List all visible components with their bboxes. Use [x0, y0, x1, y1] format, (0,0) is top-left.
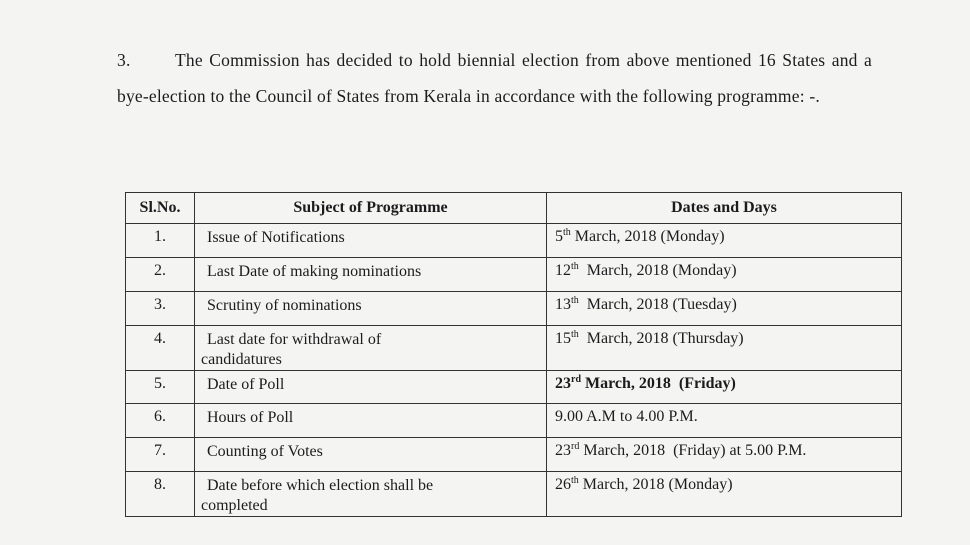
paragraph-number: 3. — [117, 50, 131, 70]
header-subject: Subject of Programme — [195, 193, 547, 224]
date-ordinal-suffix: th — [571, 475, 579, 486]
header-sl-no: Sl.No. — [126, 193, 195, 224]
date-day: 15 — [555, 330, 571, 347]
election-programme-table — [125, 192, 902, 517]
row-subject — [195, 404, 547, 438]
subject-text: Last date for withdrawal of — [207, 331, 382, 348]
paragraph-text: The Commission has decided to hold biennial election from above mentioned 16 States and a bye-election to the Council of States from Kerala in accordance with the following programme: -. — [117, 50, 872, 106]
table-header-row — [126, 193, 902, 224]
row-number: 3. — [126, 292, 195, 326]
date-day: 23 — [555, 442, 571, 459]
row-date — [547, 326, 902, 371]
row-subject — [195, 326, 547, 371]
programme-paragraph — [117, 42, 872, 114]
table-row — [126, 472, 902, 517]
date-day: 12 — [555, 262, 571, 279]
row-date — [547, 438, 902, 472]
table-row — [126, 404, 902, 438]
date-rest: March, 2018 (Monday) — [578, 476, 733, 493]
row-number: 7. — [126, 438, 195, 472]
date-rest: March, 2018 (Friday) — [581, 375, 736, 392]
row-subject — [195, 438, 547, 472]
table-row — [126, 258, 902, 292]
date-ordinal-suffix: rd — [571, 441, 580, 452]
subject-text: Hours of Poll — [207, 409, 294, 426]
date-ordinal-suffix: rd — [571, 374, 581, 385]
subject-text: Scrutiny of nominations — [207, 297, 362, 314]
row-date — [547, 472, 902, 517]
row-subject — [195, 292, 547, 326]
date-rest: March, 2018 (Tuesday) — [578, 296, 737, 313]
date-rest: March, 2018 (Monday) — [570, 228, 725, 245]
table-row — [126, 326, 902, 371]
row-date — [547, 258, 902, 292]
row-subject — [195, 472, 547, 517]
date-day: 9.00 A.M to 4.00 P.M. — [555, 408, 698, 425]
subject-text: Date of Poll — [207, 376, 285, 393]
row-number: 6. — [126, 404, 195, 438]
subject-text-continued: candidatures — [201, 351, 282, 368]
date-ordinal-suffix: th — [571, 261, 579, 272]
row-date — [547, 404, 902, 438]
row-subject — [195, 224, 547, 258]
row-number: 2. — [126, 258, 195, 292]
date-day: 23 — [555, 375, 571, 392]
table-row — [126, 371, 902, 404]
subject-text: Counting of Votes — [207, 443, 323, 460]
subject-text: Issue of Notifications — [207, 229, 345, 246]
date-ordinal-suffix: th — [571, 329, 579, 340]
row-date — [547, 224, 902, 258]
row-subject — [195, 371, 547, 404]
subject-text: Date before which election shall be — [207, 477, 434, 494]
date-day: 13 — [555, 296, 571, 313]
date-day: 26 — [555, 476, 571, 493]
subject-text-continued: completed — [201, 497, 268, 514]
table-row — [126, 292, 902, 326]
date-day: 5 — [555, 228, 563, 245]
row-subject — [195, 258, 547, 292]
row-date — [547, 371, 902, 404]
date-ordinal-suffix: th — [571, 295, 579, 306]
date-rest: March, 2018 (Monday) — [578, 262, 737, 279]
row-date — [547, 292, 902, 326]
subject-text: Last Date of making nominations — [207, 263, 422, 280]
table-row — [126, 224, 902, 258]
date-rest: March, 2018 (Thursday) — [578, 330, 744, 347]
row-number: 5. — [126, 371, 195, 404]
header-dates: Dates and Days — [547, 193, 902, 224]
row-number: 4. — [126, 326, 195, 371]
date-rest: March, 2018 (Friday) at 5.00 P.M. — [579, 442, 807, 459]
row-number: 8. — [126, 472, 195, 517]
row-number: 1. — [126, 224, 195, 258]
table-row — [126, 438, 902, 472]
date-ordinal-suffix: th — [563, 227, 571, 238]
